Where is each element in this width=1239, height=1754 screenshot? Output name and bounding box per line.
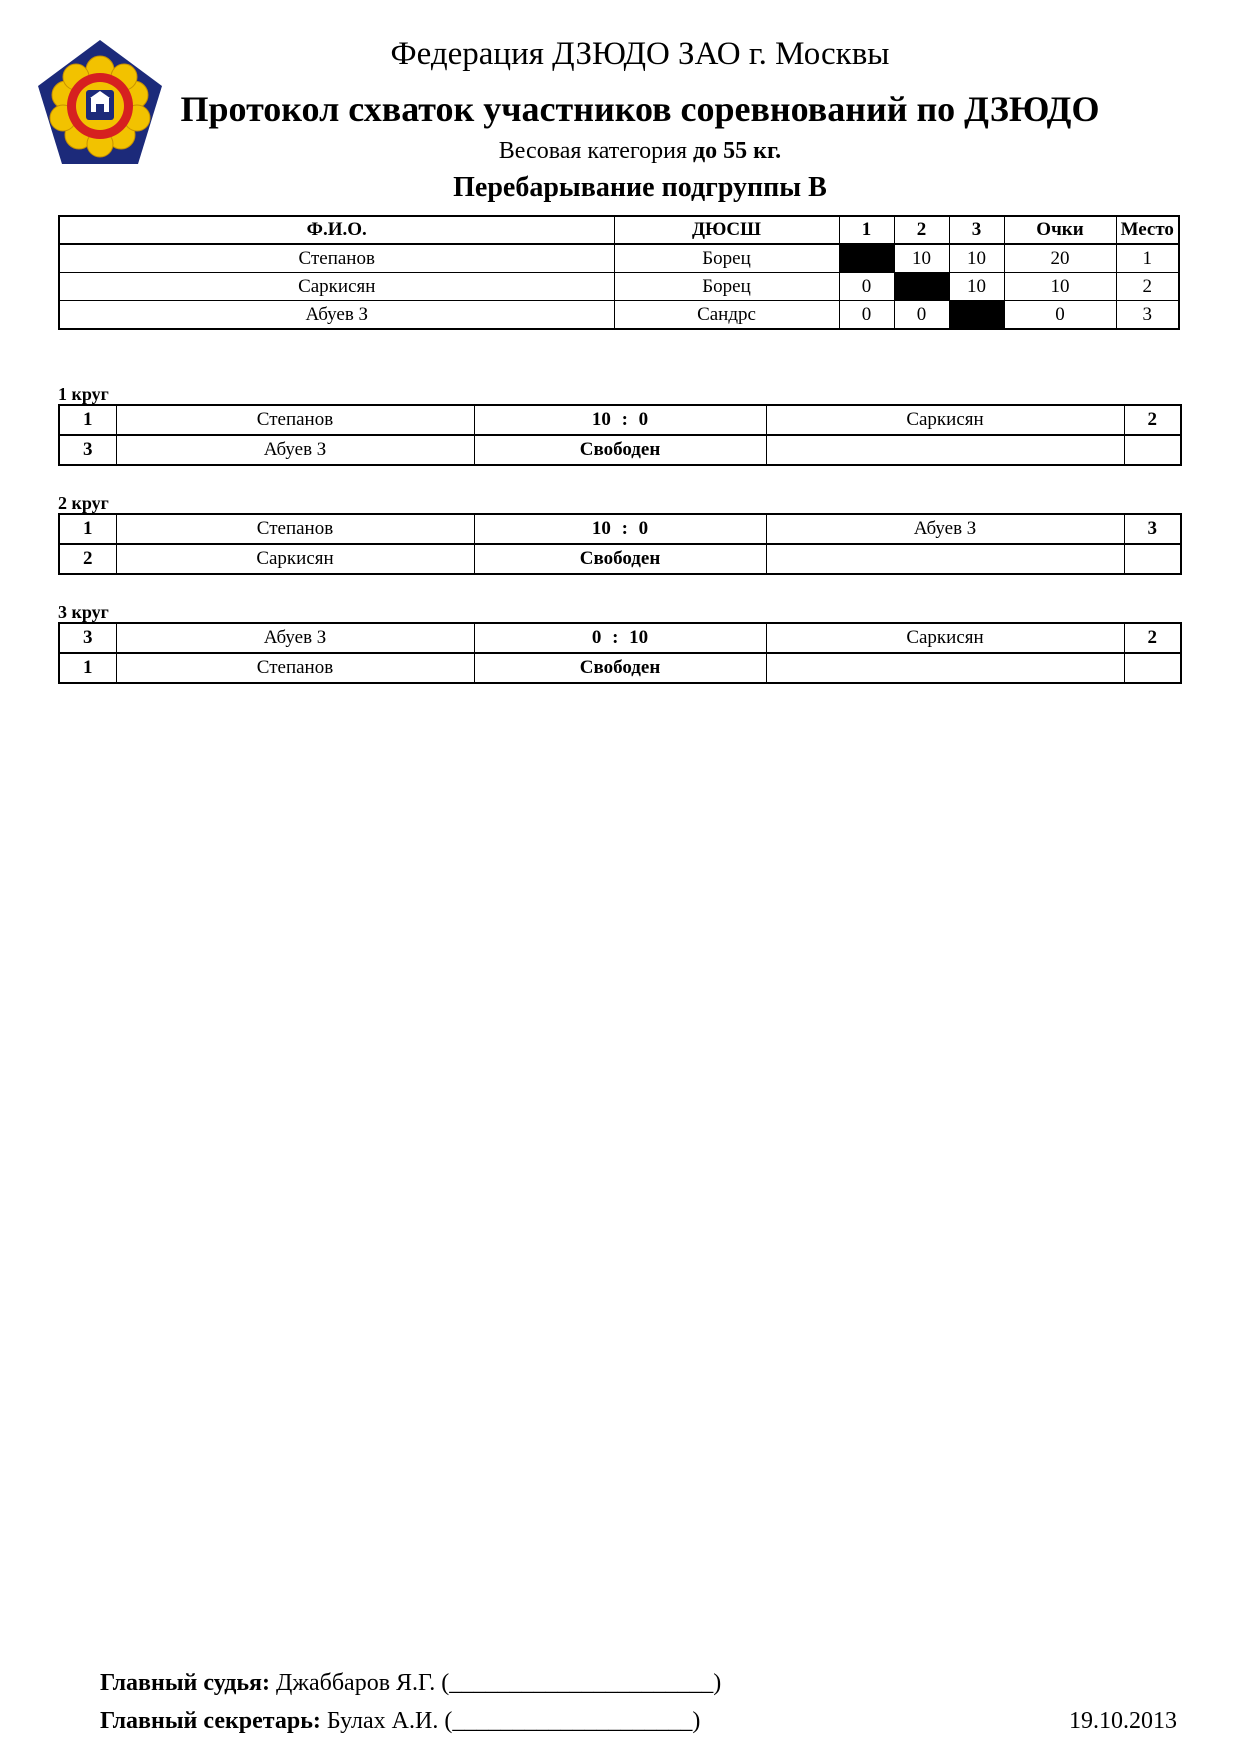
round-2-table <box>58 513 1182 575</box>
bye-number: 2 <box>59 544 116 574</box>
chief-secretary <box>100 1708 700 1735</box>
athlete-club: Сандрс <box>614 301 839 330</box>
round-3-table <box>58 622 1182 684</box>
column-header-1: 1 <box>839 216 894 244</box>
chief-judge-name: Джаббаров Я.Г. (______________________) <box>276 1670 722 1696</box>
bout-score: 10 : 0 <box>474 514 766 544</box>
bye-status: Свободен <box>474 653 766 683</box>
table-row <box>59 301 1179 330</box>
points-cell: 0 <box>1004 301 1116 330</box>
empty-cell <box>766 653 1124 683</box>
empty-cell <box>766 435 1124 465</box>
bout-row <box>59 623 1181 653</box>
bout-score: 10 : 0 <box>474 405 766 435</box>
self-cell <box>839 244 894 273</box>
athlete-club: Борец <box>614 273 839 301</box>
points-cell: 20 <box>1004 244 1116 273</box>
column-header-place: Место <box>1116 216 1179 244</box>
bye-row <box>59 435 1181 465</box>
column-header-club: ДЮСШ <box>614 216 839 244</box>
empty-cell <box>766 544 1124 574</box>
table-row <box>59 244 1179 273</box>
standings-header-row <box>59 216 1179 244</box>
athlete-club: Борец <box>614 244 839 273</box>
athlete-name: Степанов <box>59 244 614 273</box>
round-2-label: 2 круг <box>58 493 109 513</box>
chief-judge <box>100 1670 721 1697</box>
column-header-3: 3 <box>949 216 1004 244</box>
result-cell: 10 <box>949 244 1004 273</box>
fighter-b-number: 2 <box>1124 623 1181 653</box>
document-date: 19.10.2013 <box>1069 1708 1177 1734</box>
fighter-a-name: Степанов <box>116 405 474 435</box>
fighter-b-name: Саркисян <box>766 405 1124 435</box>
organization-name: Федерация ДЗЮДО ЗАО г. Москвы <box>390 36 890 72</box>
empty-cell <box>1124 653 1181 683</box>
place-cell: 3 <box>1116 301 1179 330</box>
fighter-b-number: 3 <box>1124 514 1181 544</box>
place-cell: 1 <box>1116 244 1179 273</box>
result-cell: 0 <box>839 301 894 330</box>
self-cell <box>894 273 949 301</box>
round-1-table <box>58 404 1182 466</box>
fighter-a-number: 1 <box>59 514 116 544</box>
result-cell: 0 <box>839 273 894 301</box>
fighter-b-name: Абуев З <box>766 514 1124 544</box>
fighter-a-name: Абуев З <box>116 623 474 653</box>
athlete-name: Саркисян <box>59 273 614 301</box>
athlete-name: Абуев З <box>59 301 614 330</box>
fighter-a-number: 1 <box>59 405 116 435</box>
result-cell: 10 <box>949 273 1004 301</box>
bout-score: 0 : 10 <box>474 623 766 653</box>
document-title: Протокол схваток участников соревнований по ДЗЮДО <box>180 89 1100 129</box>
round-3-label: 3 круг <box>58 602 109 622</box>
weight-category-value: до 55 кг. <box>693 138 782 164</box>
place-cell: 2 <box>1116 273 1179 301</box>
chief-secretary-label: Главный секретарь: <box>100 1708 321 1734</box>
table-row <box>59 273 1179 301</box>
points-cell: 10 <box>1004 273 1116 301</box>
bout-row <box>59 514 1181 544</box>
bye-name: Абуев З <box>116 435 474 465</box>
column-header-name: Ф.И.О. <box>59 216 614 244</box>
chief-judge-label: Главный судья: <box>100 1670 271 1696</box>
weight-category-label: Весовая категория <box>498 138 688 164</box>
fighter-b-name: Саркисян <box>766 623 1124 653</box>
bout-row <box>59 405 1181 435</box>
bye-name: Саркисян <box>116 544 474 574</box>
bye-name: Степанов <box>116 653 474 683</box>
bye-row <box>59 544 1181 574</box>
empty-cell <box>1124 544 1181 574</box>
fighter-a-name: Степанов <box>116 514 474 544</box>
self-cell <box>949 301 1004 330</box>
weight-category <box>140 138 1140 165</box>
column-header-2: 2 <box>894 216 949 244</box>
bye-number: 1 <box>59 653 116 683</box>
chief-secretary-name: Булах А.И. (____________________) <box>326 1708 701 1734</box>
result-cell: 10 <box>894 244 949 273</box>
bye-status: Свободен <box>474 544 766 574</box>
round-1-label: 1 круг <box>58 384 109 404</box>
bye-status: Свободен <box>474 435 766 465</box>
empty-cell <box>1124 435 1181 465</box>
bye-row <box>59 653 1181 683</box>
column-header-points: Очки <box>1004 216 1116 244</box>
bye-number: 3 <box>59 435 116 465</box>
fighter-a-number: 3 <box>59 623 116 653</box>
subgroup-title: Перебарывание подгруппы B <box>453 172 827 203</box>
fighter-b-number: 2 <box>1124 405 1181 435</box>
result-cell: 0 <box>894 301 949 330</box>
standings-table <box>58 215 1180 330</box>
